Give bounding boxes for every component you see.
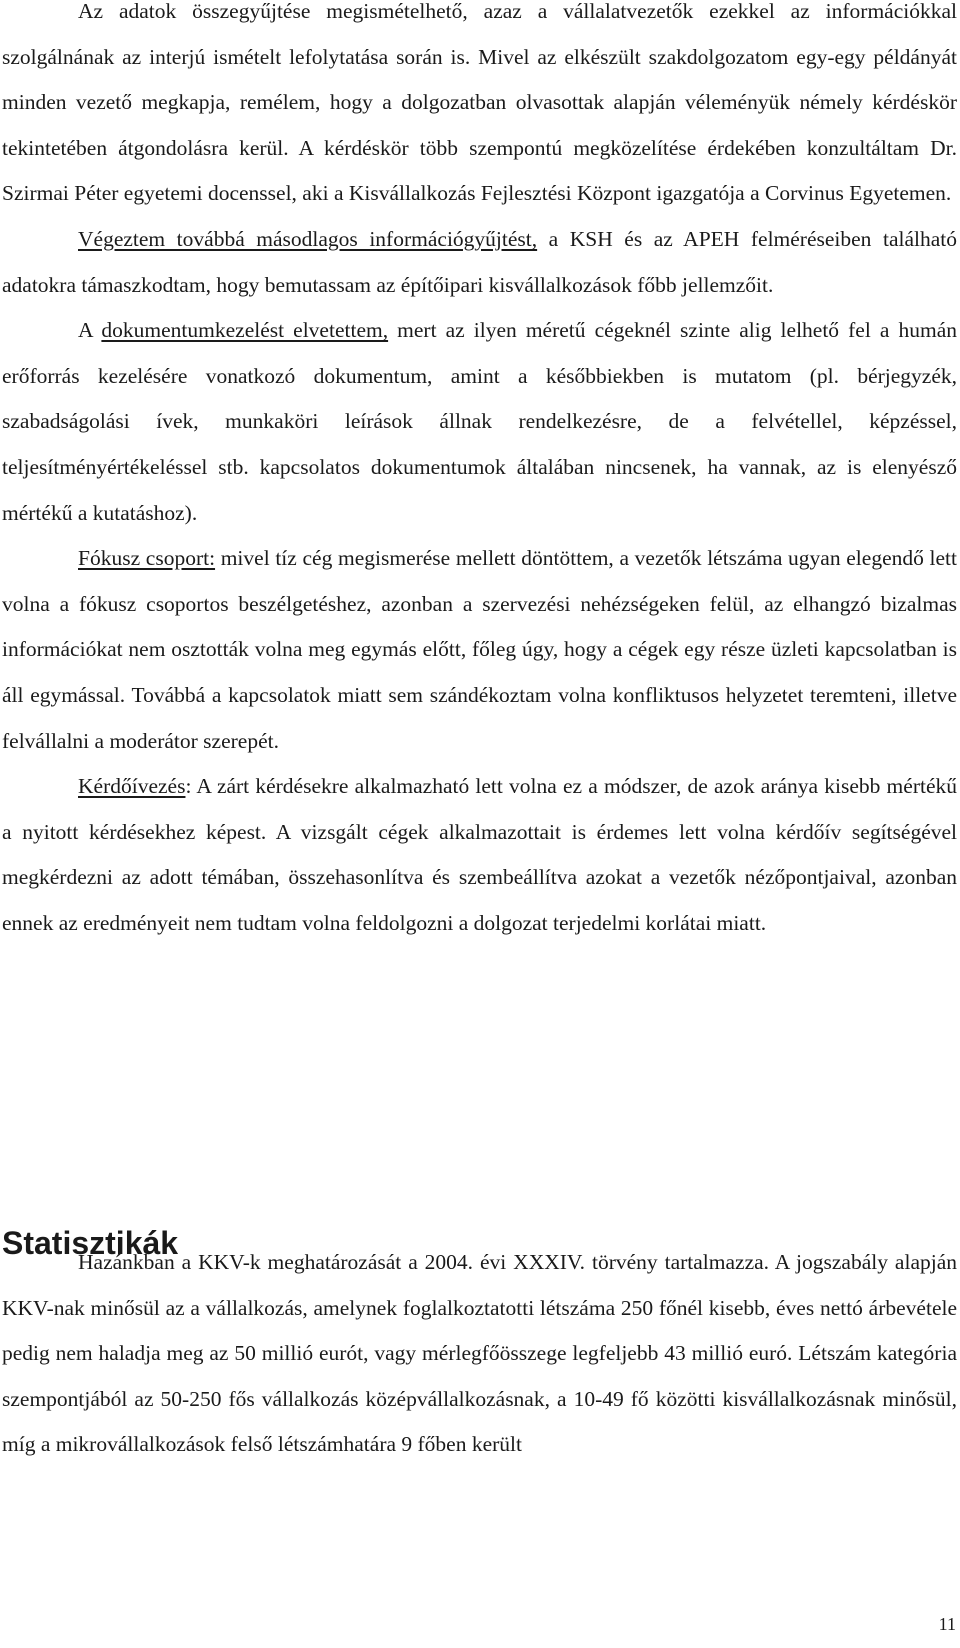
paragraph-questionnaire bbox=[2, 764, 957, 946]
paragraph-secondary-info bbox=[2, 217, 957, 308]
body-text-section-2 bbox=[2, 1240, 957, 1468]
page-number: 11 bbox=[938, 1614, 956, 1634]
paragraph-questionnaire-text: : A zárt kérdésekre alkalmazható lett volna ez a módszer, de azok aránya kisebb mértékű a nyitott kérdésekhez képest. A vizsgált cégek alkalmazottait is érdemes lett volna kérdőív segítségével megkérdezni az adott témában, összehasonlítva és szembeállítva azokat a vezetők nézőpontjaival, azonban ennek az eredményeit nem tudtam volna feldolgozni a dolgozat terjedelmi korlátai miatt. bbox=[2, 774, 957, 935]
label-document-handling: dokumentumkezelést elvetettem, bbox=[101, 318, 389, 343]
paragraph-document-handling-prefix: A bbox=[78, 318, 102, 343]
paragraph-document-handling bbox=[2, 308, 957, 536]
body-text-section-1 bbox=[2, 0, 957, 946]
paragraph-document-handling-text: mert az ilyen méretű cégeknél szinte alig lelhető fel a humán erőforrás kezelésére vonatkozó dokumentum, amint a későbbiekben is mutatom (pl. bérjegyzék, szabadságolási ívek, munkaköri leírások állnak rendelkezésre, de a felvétellel, képzéssel, teljesítményértékeléssel stb. kapcsolatos dokumentumok általában nincsenek, ha vannak, az is elenyésző mértékű a kutatáshoz). bbox=[2, 318, 957, 525]
paragraph-secondary-info-text: a KSH és az APEH felméréseiben található adatokra támaszkodtam, hogy bemutassam az építőipari kisvállalkozások főbb jellemzőit. bbox=[2, 226, 957, 297]
paragraph-kkv-definition: Hazánkban a KKV-k meghatározását a 2004. évi XXXIV. törvény tartalmazza. A jogszabály alapján KKV-nak minősül az a vállalkozás, amelynek foglalkoztatotti létszáma 250 főnél kisebb, éves nettó árbevétele pedig nem haladja meg az 50 millió eurót, vagy mérlegfőösszege legfeljebb 43 millió euró. Létszám kategória szempontjából az 50-250 fős vállalkozás középvállalkozásnak, a 10-49 fő közötti kisvállalkozásnak minősül, míg a mikrovállalkozások felső létszámhatára 9 főben került bbox=[2, 1250, 957, 1457]
label-focus-group: Fókusz csoport: bbox=[78, 546, 216, 571]
paragraph-focus-group bbox=[2, 536, 957, 764]
label-secondary-info: Végeztem továbbá másodlagos információgyűjtést, bbox=[78, 226, 538, 251]
paragraph-data-collection: Az adatok összegyűjtése megismételhető, azaz a vállalatvezetők ezekkel az információkkal szolgálnának az interjú ismételt lefolytatása során is. Mivel az elkészült szakdolgozatom egy-egy példányát minden vezető megkapja, remélem, hogy a dolgozatban olvasottak alapján véleményük némely kérdéskör tekintetében átgondolásra kerül. A kérdéskör több szempontú megközelítése érdekében konzultáltam Dr. Szirmai Péter egyetemi docenssel, aki a Kisvállalkozás Fejlesztési Központ igazgatója a Corvinus Egyetemen. bbox=[2, 0, 957, 206]
label-questionnaire: Kérdőívezés bbox=[78, 774, 186, 799]
section-heading-statistics: Statisztikák bbox=[2, 1225, 179, 1261]
paragraph-focus-group-text: mivel tíz cég megismerése mellett döntöttem, a vezetők létszáma ugyan elegendő lett volna a fókusz csoportos beszélgetéshez, azonban a szervezési nehézségeken felül, az elhangzó bizalmas információkat nem osztották volna meg egymás előtt, főleg úgy, hogy a cégek egy része üzleti kapcsolatban is áll egymással. Továbbá a kapcsolatok miatt sem szándékoztam volna konfliktusos helyzetet teremteni, illetve felvállalni a moderátor szerepét. bbox=[2, 546, 957, 753]
